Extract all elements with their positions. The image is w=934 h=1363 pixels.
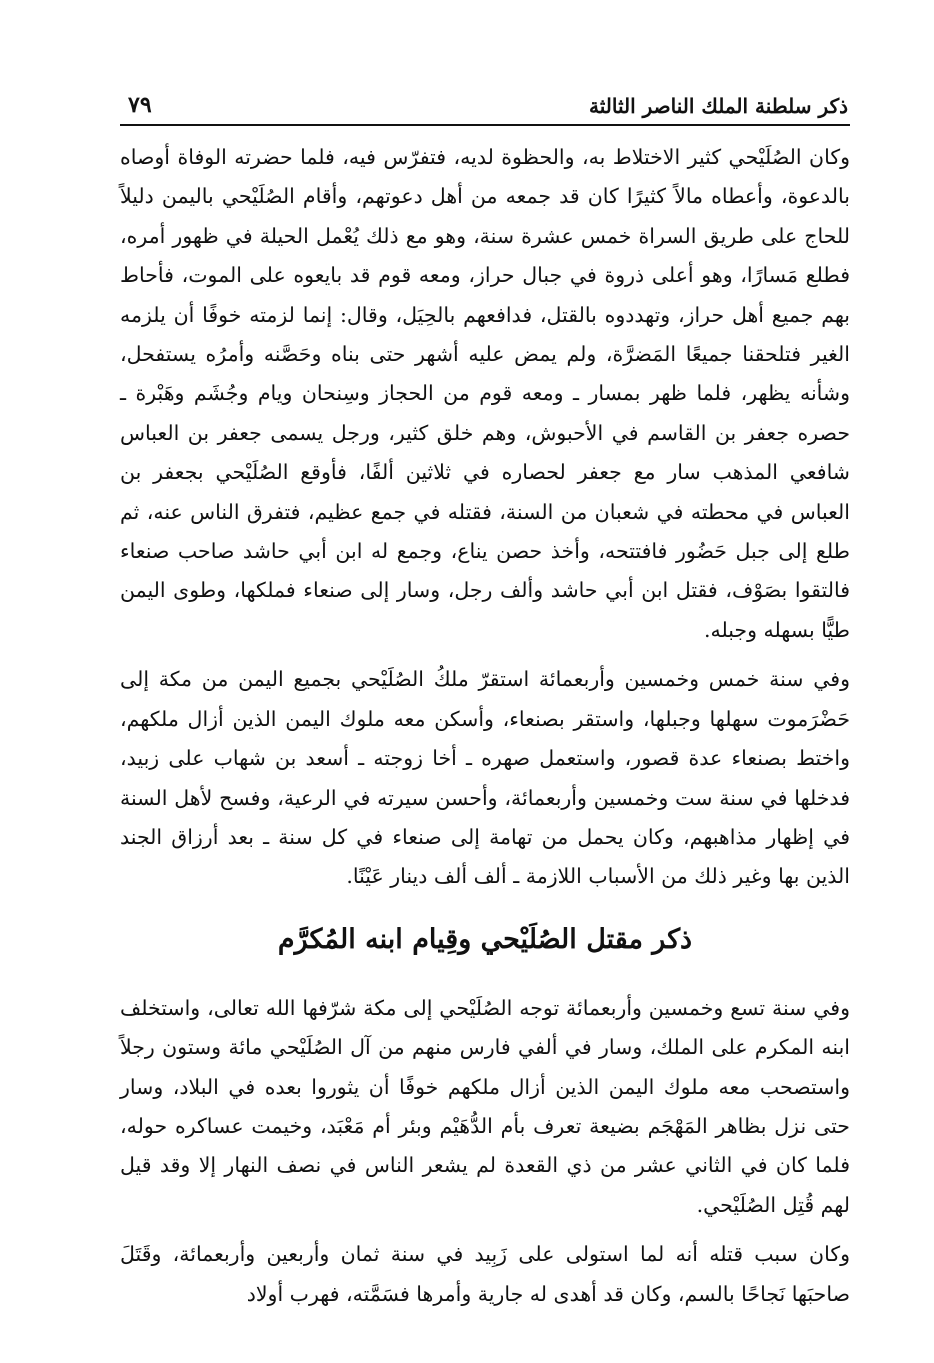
section-paragraph-1: وفي سنة تسع وخمسين وأربعمائة توجه الصُلَيْحي إلى مكة شرّفها الله تعالى، واستخلف ابنه المكرم على الملك، وسار في ألفي فارس منهم من آل الصُلَيْحي مائة وستون رجلاً واستصحب معه ملوك اليمن الذين أزال ملكهم خوفًا أن يثوروا بعده في البلاد، وسار حتى نزل بظاهر المَهْجَم بضيعة تعرف بأم الدُّهَيْم وبئر أم مَعْبَد، وخيمت عساكره حوله، فلما كان في الثاني عشر من ذي القعدة لم يشعر الناس في نصف النهار إلا وقد قيل لهم قُتِل الصُلَيْحي.	[120, 995, 850, 1217]
running-title: ذكر سلطنة الملك الناصر الثالثة	[589, 94, 848, 118]
section-heading: ذكر مقتل الصُلَيْحي وقِيام ابنه المُكرَّم	[277, 923, 693, 955]
paragraph-1: وكان الصُلَيْحي كثير الاختلاط به، والحظوة لديه، فتفرّس فيه، فلما حضرته الوفاة أوصاه بالدعوة، وأعطاه مالاً كثيرًا كان قد جمعه من أهل دعوتهم، وأقام الصُلَيْحي باليمن دليلاً للحاج على طريق السراة خمس عشرة سنة، وهو مع ذلك يُعْمل الحيلة في ظهور أمره، فطلع مَسارًا، وهو أعلى ذروة في جبال حراز، ومعه قوم قد بايعوه على الموت، فأحاط بهم جميع أهل حراز، وتهددوه بالقتل، فدافعهم بالحِيَل، وقال: إنما لزمته خوفًا أن يلزمه الغير فتلحقنا جميعًا المَضرَّة، ولم يمض عليه أشهر حتى بناه وحَصَّنه وأمرُه يستفحل، وشأنه يظهر، فلما ظهر بمسار ـ ومعه قوم من الحجاز وسِنحان ويام وجُشَم وهَبْرة ـ حصره جعفر بن القاسم في الأحبوش، وهم خلق كثير، ورجل يسمى جعفر بن العباس شافعي المذهب سار مع جعفر لحصاره في ثلاثين ألفًا، فأوقع الصُلَيْحي بجعفر بن العباس في محطته في شعبان من السنة، فقتله في جمع عظيم، فتفرق الناس عنه، ثم طلع إلى جبل حَضُور فافتتحه، وأخذ حصن يناع، وجمع له ابن أبي حاشد صاحب صنعاء فالتقوا بصَوْف، فقتل ابن أبي حاشد وألف رجل، وسار إلى صنعاء فملكها، وطوى اليمن طيًّا بسهله وجبله.	[120, 145, 850, 642]
section-paragraph-2: وكان سبب قتله أنه لما استولى على زَبِيد في سنة ثمان وأربعين وأربعمائة، وقَتَلَ صاحبَها نَجاحًا بالسم، وكان قد أهدى له جارية وأمرها فسَمَّته، فهرب أولاد	[120, 1242, 850, 1306]
body-text	[120, 138, 850, 1314]
paragraph-2: وفي سنة خمس وخمسين وأربعمائة استقرّ ملكُ الصُلَيْحي بجميع اليمن من مكة إلى حَضْرَموت سهلها وجبلها، واستقر بصنعاء، وأسكن معه ملوك اليمن الذين أزال ملكهم، واختط بصنعاء عدة قصور، واستعمل صهره ـ أخا زوجته ـ أسعد بن شهاب على زبيد، فدخلها في سنة ست وخمسين وأربعمائة، وأحسن سيرته في الرعية، وفسح لأهل السنة في إظهار مذاهبهم، وكان يحمل من تهامة إلى صنعاء في كل سنة ـ بعد أرزاق الجند الذين بها وغير ذلك من الأسباب اللازمة ـ ألف ألف دينار عَيْنًا.	[120, 667, 850, 889]
running-header	[128, 88, 848, 118]
page-number: ٧٩	[128, 92, 152, 118]
header-divider	[120, 124, 850, 126]
